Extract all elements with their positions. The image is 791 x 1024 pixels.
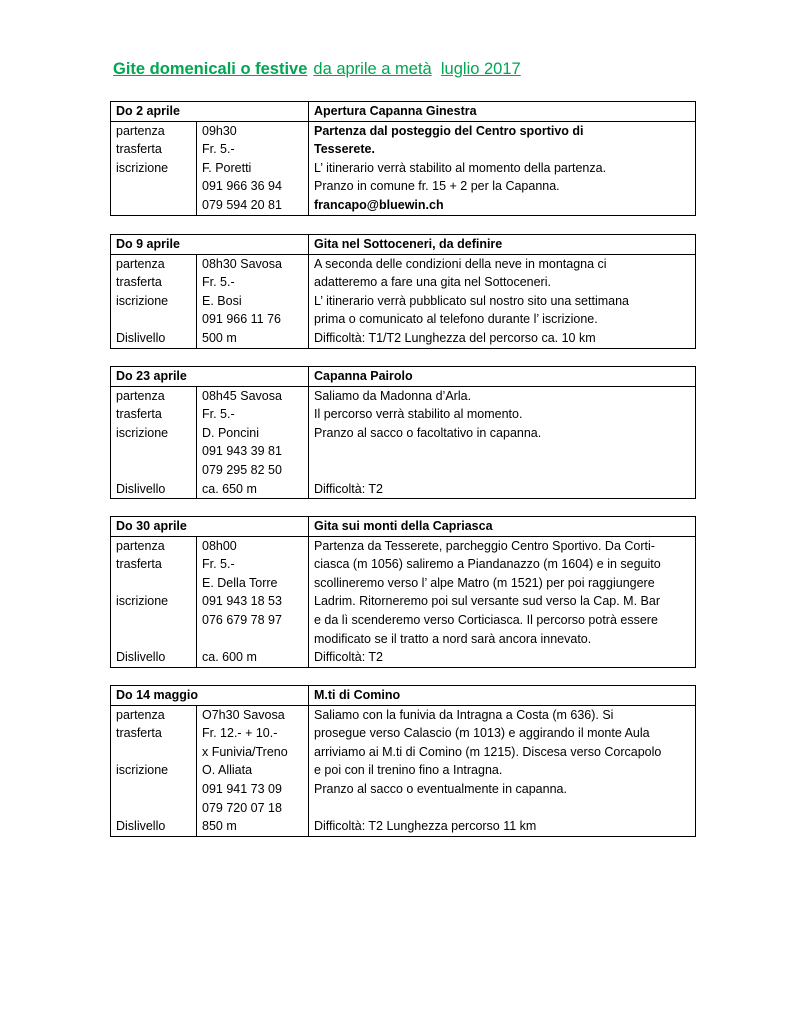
event-description: Ladrim. Ritorneremo poi sul versante sud verso la Cap. M. Bar	[309, 592, 696, 611]
event-table	[110, 234, 696, 349]
event-label: Dislivello	[111, 648, 197, 667]
event-label	[111, 196, 197, 215]
event-header-row	[111, 517, 696, 537]
title-rest	[313, 60, 520, 78]
event-label: trasferta	[111, 273, 197, 292]
event-label: Dislivello	[111, 480, 197, 499]
event-row	[111, 536, 696, 555]
event-description: L’ itinerario verrà pubblicato sul nostro sito una settimana	[309, 292, 696, 311]
event-row	[111, 386, 696, 405]
event-row	[111, 799, 696, 818]
event-description: Tesserete.	[309, 140, 696, 159]
event-row	[111, 648, 696, 667]
event-row	[111, 329, 696, 348]
event-row	[111, 705, 696, 724]
event-description: adatteremo a fare una gita nel Sottoceneri.	[309, 273, 696, 292]
event-label: partenza	[111, 705, 197, 724]
event-row	[111, 121, 696, 140]
event-label	[111, 630, 197, 649]
event-label: trasferta	[111, 724, 197, 743]
event-value: F. Poretti	[197, 159, 309, 178]
event-label	[111, 461, 197, 480]
event-value: Fr. 5.-	[197, 273, 309, 292]
event-label: trasferta	[111, 555, 197, 574]
event-value: 08h30 Savosa	[197, 254, 309, 273]
event-row	[111, 140, 696, 159]
event-table	[110, 516, 696, 668]
event-label	[111, 442, 197, 461]
event-table	[110, 366, 696, 499]
event-value: 091 943 39 81	[197, 442, 309, 461]
event-table	[110, 685, 696, 837]
event-row	[111, 405, 696, 424]
event-label: partenza	[111, 536, 197, 555]
event-label: trasferta	[111, 140, 197, 159]
event-header-row	[111, 235, 696, 255]
event-row	[111, 761, 696, 780]
event-date: Do 23 aprile	[111, 367, 309, 387]
event-description: arriviamo ai M.ti di Comino (m 1215). Discesa verso Corcapolo	[309, 743, 696, 762]
event-row	[111, 574, 696, 593]
event-row	[111, 159, 696, 178]
event-description: e poi con il trenino fino a Intragna.	[309, 761, 696, 780]
event-row	[111, 461, 696, 480]
event-value: 079 720 07 18	[197, 799, 309, 818]
event-value: ca. 650 m	[197, 480, 309, 499]
event-value: D. Poncini	[197, 424, 309, 443]
event-heading: M.ti di Comino	[309, 686, 696, 706]
title-rest-suffix: luglio 2017	[440, 60, 521, 78]
event-label: iscrizione	[111, 292, 197, 311]
event-value: 079 295 82 50	[197, 461, 309, 480]
title-rest-prefix: da aprile a metà	[313, 60, 432, 78]
event-value: Fr. 5.-	[197, 405, 309, 424]
event-description: modificato se il tratto a nord sarà ancora innevato.	[309, 630, 696, 649]
event-value: 850 m	[197, 817, 309, 836]
event-value: E. Della Torre	[197, 574, 309, 593]
event-heading: Apertura Capanna Ginestra	[309, 102, 696, 122]
event-description: Difficoltà: T2	[309, 648, 696, 667]
event-value: O. Alliata	[197, 761, 309, 780]
event-value: 09h30	[197, 121, 309, 140]
event-label	[111, 780, 197, 799]
event-date: Do 14 maggio	[111, 686, 309, 706]
event-description: francapo@bluewin.ch	[309, 196, 696, 215]
event-row	[111, 480, 696, 499]
event-description: Difficoltà: T2	[309, 480, 696, 499]
event-header-row	[111, 686, 696, 706]
event-row	[111, 177, 696, 196]
event-label	[111, 574, 197, 593]
event-description: Pranzo al sacco o eventualmente in capanna.	[309, 780, 696, 799]
event-value: 08h45 Savosa	[197, 386, 309, 405]
event-value: 091 943 18 53	[197, 592, 309, 611]
event-value: Fr. 5.-	[197, 140, 309, 159]
event-row	[111, 273, 696, 292]
event-value	[197, 630, 309, 649]
event-row	[111, 196, 696, 215]
event-heading: Gita nel Sottoceneri, da definire	[309, 235, 696, 255]
event-value: E. Bosi	[197, 292, 309, 311]
event-label	[111, 611, 197, 630]
event-header-row	[111, 102, 696, 122]
event-description	[309, 461, 696, 480]
event-row	[111, 555, 696, 574]
title-bold: Gite domenicali o festive	[113, 60, 308, 78]
event-description: L’ itinerario verrà stabilito al momento della partenza.	[309, 159, 696, 178]
event-row	[111, 254, 696, 273]
event-description: Partenza dal posteggio del Centro sportivo di	[309, 121, 696, 140]
event-value: Fr. 5.-	[197, 555, 309, 574]
event-description: Difficoltà: T1/T2 Lunghezza del percorso ca. 10 km	[309, 329, 696, 348]
event-row	[111, 817, 696, 836]
event-description: prosegue verso Calascio (m 1013) e aggirando il monte Aula	[309, 724, 696, 743]
event-description	[309, 799, 696, 818]
event-description: scollineremo verso l’ alpe Matro (m 1521) per poi raggiungere	[309, 574, 696, 593]
event-label	[111, 743, 197, 762]
event-label: Dislivello	[111, 817, 197, 836]
event-description: Il percorso verrà stabilito al momento.	[309, 405, 696, 424]
event-row	[111, 724, 696, 743]
page-title	[113, 60, 521, 79]
event-label: iscrizione	[111, 424, 197, 443]
event-row	[111, 442, 696, 461]
event-label: Dislivello	[111, 329, 197, 348]
event-description: Partenza da Tesserete, parcheggio Centro Sportivo. Da Corti-	[309, 536, 696, 555]
event-description: Saliamo da Madonna d’Arla.	[309, 386, 696, 405]
event-value: 079 594 20 81	[197, 196, 309, 215]
event-label: partenza	[111, 254, 197, 273]
event-value: 091 966 36 94	[197, 177, 309, 196]
event-value: 500 m	[197, 329, 309, 348]
event-description	[309, 442, 696, 461]
event-row	[111, 592, 696, 611]
event-value: ca. 600 m	[197, 648, 309, 667]
event-value: x Funivia/Treno	[197, 743, 309, 762]
event-value: O7h30 Savosa	[197, 705, 309, 724]
event-heading: Capanna Pairolo	[309, 367, 696, 387]
event-label: iscrizione	[111, 761, 197, 780]
event-heading: Gita sui monti della Capriasca	[309, 517, 696, 537]
event-description: e da lì scenderemo verso Corticiasca. Il percorso potrà essere	[309, 611, 696, 630]
event-row	[111, 424, 696, 443]
event-date: Do 30 aprile	[111, 517, 309, 537]
event-value: 091 941 73 09	[197, 780, 309, 799]
event-value: 091 966 11 76	[197, 310, 309, 329]
event-row	[111, 292, 696, 311]
event-label	[111, 310, 197, 329]
event-row	[111, 743, 696, 762]
event-header-row	[111, 367, 696, 387]
event-description: Pranzo in comune fr. 15 + 2 per la Capanna.	[309, 177, 696, 196]
event-label: iscrizione	[111, 592, 197, 611]
event-label	[111, 799, 197, 818]
event-label: partenza	[111, 121, 197, 140]
event-value: Fr. 12.- + 10.-	[197, 724, 309, 743]
event-label: iscrizione	[111, 159, 197, 178]
event-description: prima o comunicato al telefono durante l’ iscrizione.	[309, 310, 696, 329]
event-row	[111, 310, 696, 329]
event-value: 076 679 78 97	[197, 611, 309, 630]
event-row	[111, 630, 696, 649]
event-description: Saliamo con la funivia da Intragna a Costa (m 636). Si	[309, 705, 696, 724]
event-table	[110, 101, 696, 216]
event-description: ciasca (m 1056) saliremo a Piandanazzo (m 1604) e in seguito	[309, 555, 696, 574]
event-date: Do 2 aprile	[111, 102, 309, 122]
event-date: Do 9 aprile	[111, 235, 309, 255]
event-description: Pranzo al sacco o facoltativo in capanna.	[309, 424, 696, 443]
event-label: trasferta	[111, 405, 197, 424]
event-label	[111, 177, 197, 196]
event-label: partenza	[111, 386, 197, 405]
event-description: Difficoltà: T2 Lunghezza percorso 11 km	[309, 817, 696, 836]
event-value: 08h00	[197, 536, 309, 555]
event-row	[111, 611, 696, 630]
event-description: A seconda delle condizioni della neve in montagna ci	[309, 254, 696, 273]
event-row	[111, 780, 696, 799]
